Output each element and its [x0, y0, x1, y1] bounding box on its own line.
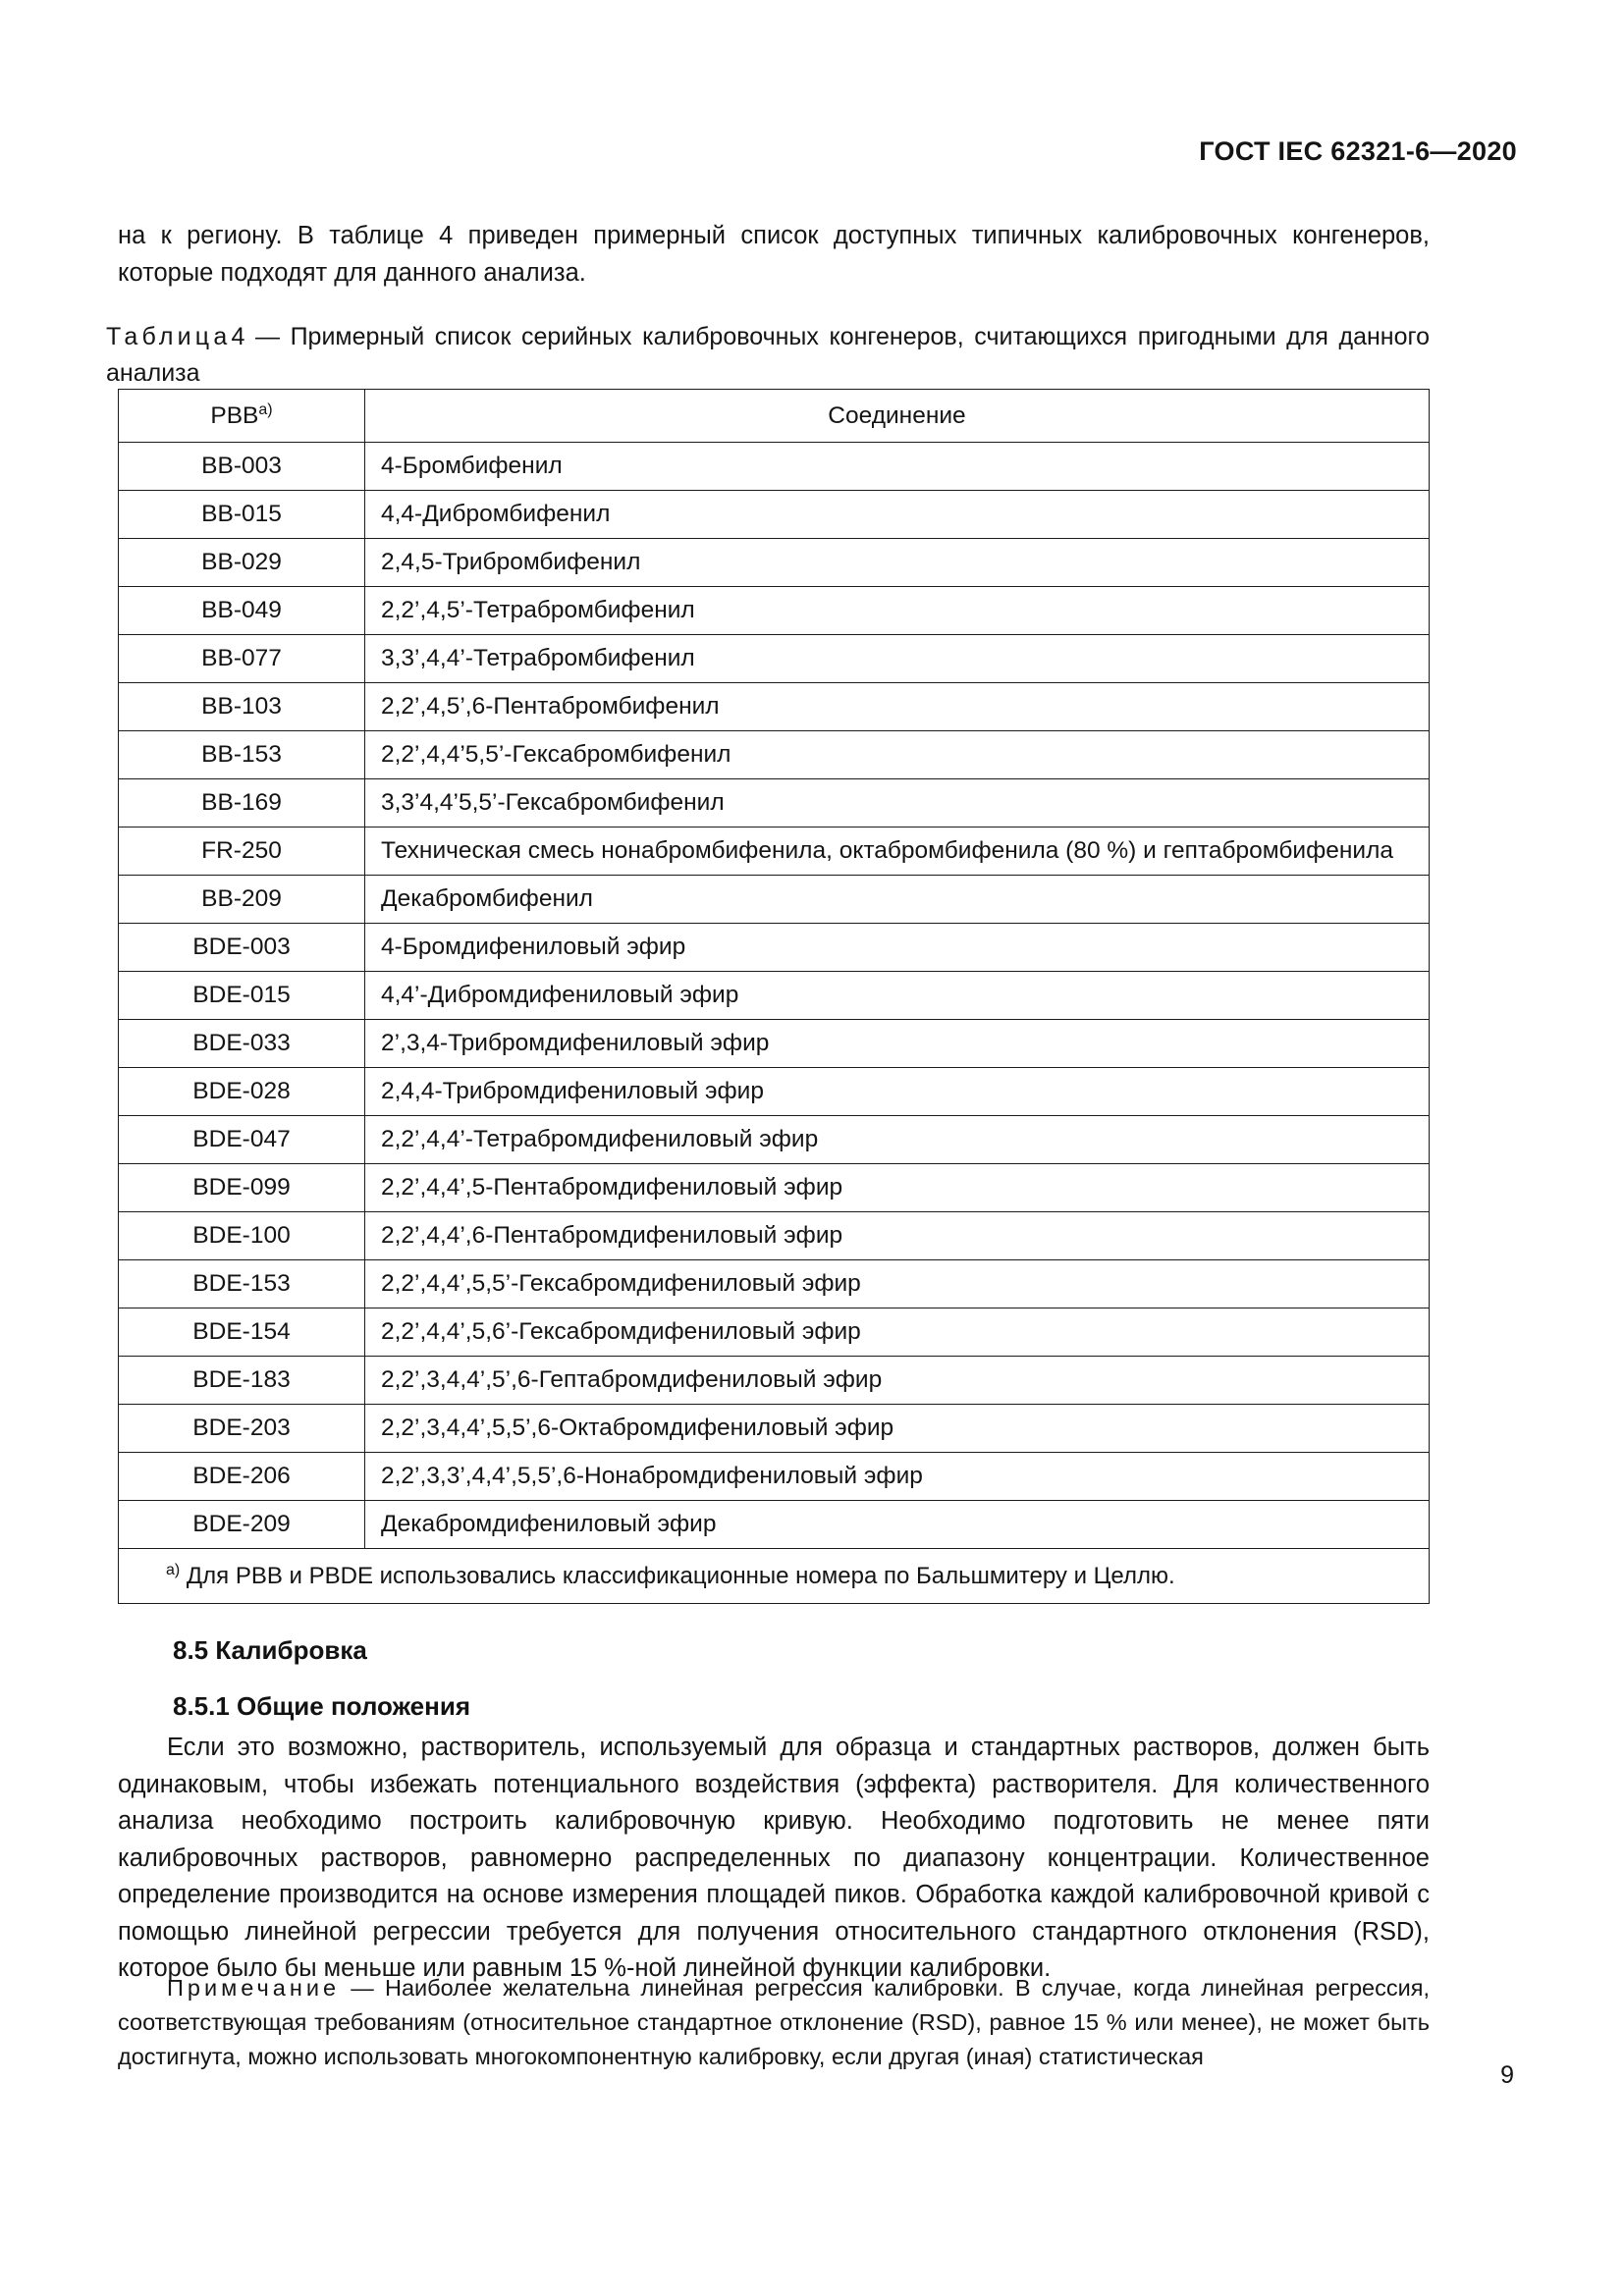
cell-code: BB-169 — [119, 779, 365, 828]
note-block — [118, 1971, 1430, 2074]
cell-code: BDE-203 — [119, 1405, 365, 1453]
cell-code: BB-077 — [119, 635, 365, 683]
cell-compound: Декабромбифенил — [365, 876, 1430, 924]
cell-code: BB-003 — [119, 443, 365, 491]
cell-compound: 4-Бромдифениловый эфир — [365, 924, 1430, 972]
cell-compound: 2,2’,3,3’,4,4’,5,5’,6-Нонабромдифениловый эфир — [365, 1453, 1430, 1501]
table-row — [119, 1453, 1430, 1501]
table-row — [119, 1020, 1430, 1068]
cell-code: BDE-033 — [119, 1020, 365, 1068]
cell-code: BDE-015 — [119, 972, 365, 1020]
table-row — [119, 1260, 1430, 1308]
cell-compound: Техническая смесь нонабромбифенила, октабромбифенила (80 %) и гептабромбифенила — [365, 828, 1430, 876]
table-caption-rest: 4 — Примерный список серийных калибровочных конгенеров, считающихся пригодными для данного анализа — [106, 323, 1430, 387]
cell-code: BDE-099 — [119, 1164, 365, 1212]
cell-code: BDE-206 — [119, 1453, 365, 1501]
cell-compound: 2,4,4-Трибромдифениловый эфир — [365, 1068, 1430, 1116]
column-header-pbb-footnote-marker: a) — [258, 400, 273, 418]
footnote-marker: a) — [166, 1562, 181, 1578]
table-row — [119, 1357, 1430, 1405]
cell-compound: 4-Бромбифенил — [365, 443, 1430, 491]
note-text: — Наиболее желательна линейная регрессия калибровки. В случае, когда линейная регрессия, соответствующая требованиям (относительное стандартное отклонение (RSD), равное 15 % или менее), не может быть достигнута, можно использовать многокомпонентную калибровку, если другая (иная) статистическая — [118, 1975, 1431, 2069]
cell-compound: 2,4,5-Трибромбифенил — [365, 539, 1430, 587]
page-number: 9 — [1500, 2061, 1514, 2089]
cell-compound: Декабромдифениловый эфир — [365, 1501, 1430, 1549]
note-lead: Примечание — [167, 1975, 341, 2001]
cell-compound: 2’,3,4-Трибромдифениловый эфир — [365, 1020, 1430, 1068]
cell-compound: 2,2’,4,4’,5,6’-Гексабромдифениловый эфир — [365, 1308, 1430, 1357]
footnote-text: Для PBB и PBDE использовались классификационные номера по Бальшмитеру и Целлю. — [180, 1563, 1175, 1589]
table-foot — [119, 1549, 1430, 1604]
column-header-compound: Соединение — [365, 390, 1430, 443]
cell-compound: 2,2’,3,4,4’,5’,6-Гептабромдифениловый эфир — [365, 1357, 1430, 1405]
table-header-row — [119, 390, 1430, 443]
standard-title: ГОСТ IEC 62321-6—2020 — [1199, 136, 1517, 166]
cell-code: BDE-154 — [119, 1308, 365, 1357]
cell-compound: 2,2’,4,5’,6-Пентабромбифенил — [365, 683, 1430, 731]
table-row — [119, 1405, 1430, 1453]
table-row — [119, 539, 1430, 587]
table-footnote-row — [119, 1549, 1430, 1604]
cell-code: BB-015 — [119, 491, 365, 539]
table-row — [119, 635, 1430, 683]
section-heading-calibration: 8.5 Калибровка — [173, 1635, 367, 1665]
table-row — [119, 972, 1430, 1020]
table-footnote-cell — [119, 1549, 1430, 1604]
table-row — [119, 731, 1430, 779]
cell-compound: 2,2’,4,5’-Тетрабромбифенил — [365, 587, 1430, 635]
cell-code: BB-153 — [119, 731, 365, 779]
cell-compound: 2,2’,4,4’,5-Пентабромдифениловый эфир — [365, 1164, 1430, 1212]
table-row — [119, 1501, 1430, 1549]
cell-code: BDE-003 — [119, 924, 365, 972]
cell-compound: 3,3’,4,4’-Тетрабромбифенил — [365, 635, 1430, 683]
general-paragraph-block — [118, 1730, 1430, 1988]
cell-compound: 2,2’,4,4’-Тетрабромдифениловый эфир — [365, 1116, 1430, 1164]
table-row — [119, 683, 1430, 731]
cell-compound: 2,2’,4,4’5,5’-Гексабромбифенил — [365, 731, 1430, 779]
table-row — [119, 587, 1430, 635]
table-row — [119, 779, 1430, 828]
cell-compound: 2,2’,4,4’,5,5’-Гексабромдифениловый эфир — [365, 1260, 1430, 1308]
general-paragraph: Если это возможно, растворитель, используемый для образца и стандартных растворов, должен быть одинаковым, чтобы избежать потенциального воздействия (эффекта) растворителя. Для количественного анализа необходимо построить калибровочную кривую. Необходимо подготовить не менее пяти калибровочных растворов, равномерно распределенных по диапазону концентрации. Количественное определение производится на основе измерения площадей пиков. Обработка каждой калибровочной кривой с помощью линейной регрессии требуется для получения относительного стандартного отклонения (RSD), которое было бы меньше или равным 15 %-ной линейной функции калибровки. — [118, 1734, 1430, 1982]
cell-compound: 3,3’4,4’5,5’-Гексабромбифенил — [365, 779, 1430, 828]
table-row — [119, 443, 1430, 491]
table-row — [119, 924, 1430, 972]
cell-code: BB-103 — [119, 683, 365, 731]
congener-table — [118, 389, 1430, 1604]
cell-code: FR-250 — [119, 828, 365, 876]
section-heading-general: 8.5.1 Общие положения — [173, 1691, 470, 1721]
cell-code: BDE-153 — [119, 1260, 365, 1308]
table-row — [119, 1164, 1430, 1212]
cell-compound: 4,4’-Дибромдифениловый эфир — [365, 972, 1430, 1020]
column-header-pbb-label: PBB — [210, 402, 259, 429]
cell-compound: 2,2’,4,4’,6-Пентабромдифениловый эфир — [365, 1212, 1430, 1260]
cell-code: BB-049 — [119, 587, 365, 635]
cell-code: BDE-100 — [119, 1212, 365, 1260]
cell-code: BDE-209 — [119, 1501, 365, 1549]
table-row — [119, 876, 1430, 924]
cell-compound: 2,2’,3,4,4’,5,5’,6-Октабромдифениловый эфир — [365, 1405, 1430, 1453]
table-row — [119, 1212, 1430, 1260]
cell-compound: 4,4-Дибромбифенил — [365, 491, 1430, 539]
cell-code: BDE-183 — [119, 1357, 365, 1405]
cell-code: BB-029 — [119, 539, 365, 587]
intro-block — [118, 218, 1430, 292]
cell-code: BB-209 — [119, 876, 365, 924]
intro-paragraph: на к региону. В таблице 4 приведен примерный список доступных типичных калибровочных конгенеров, которые подходят для данного анализа. — [118, 222, 1430, 287]
page-header — [0, 136, 1624, 182]
table-row — [119, 1068, 1430, 1116]
table-row — [119, 491, 1430, 539]
table-head — [119, 390, 1430, 443]
table-caption — [106, 319, 1430, 392]
table-row — [119, 828, 1430, 876]
table-row — [119, 1308, 1430, 1357]
table-caption-lead: Таблица — [106, 323, 232, 350]
column-header-pbb — [119, 390, 365, 443]
table-body — [119, 443, 1430, 1549]
cell-code: BDE-047 — [119, 1116, 365, 1164]
table-row — [119, 1116, 1430, 1164]
cell-code: BDE-028 — [119, 1068, 365, 1116]
